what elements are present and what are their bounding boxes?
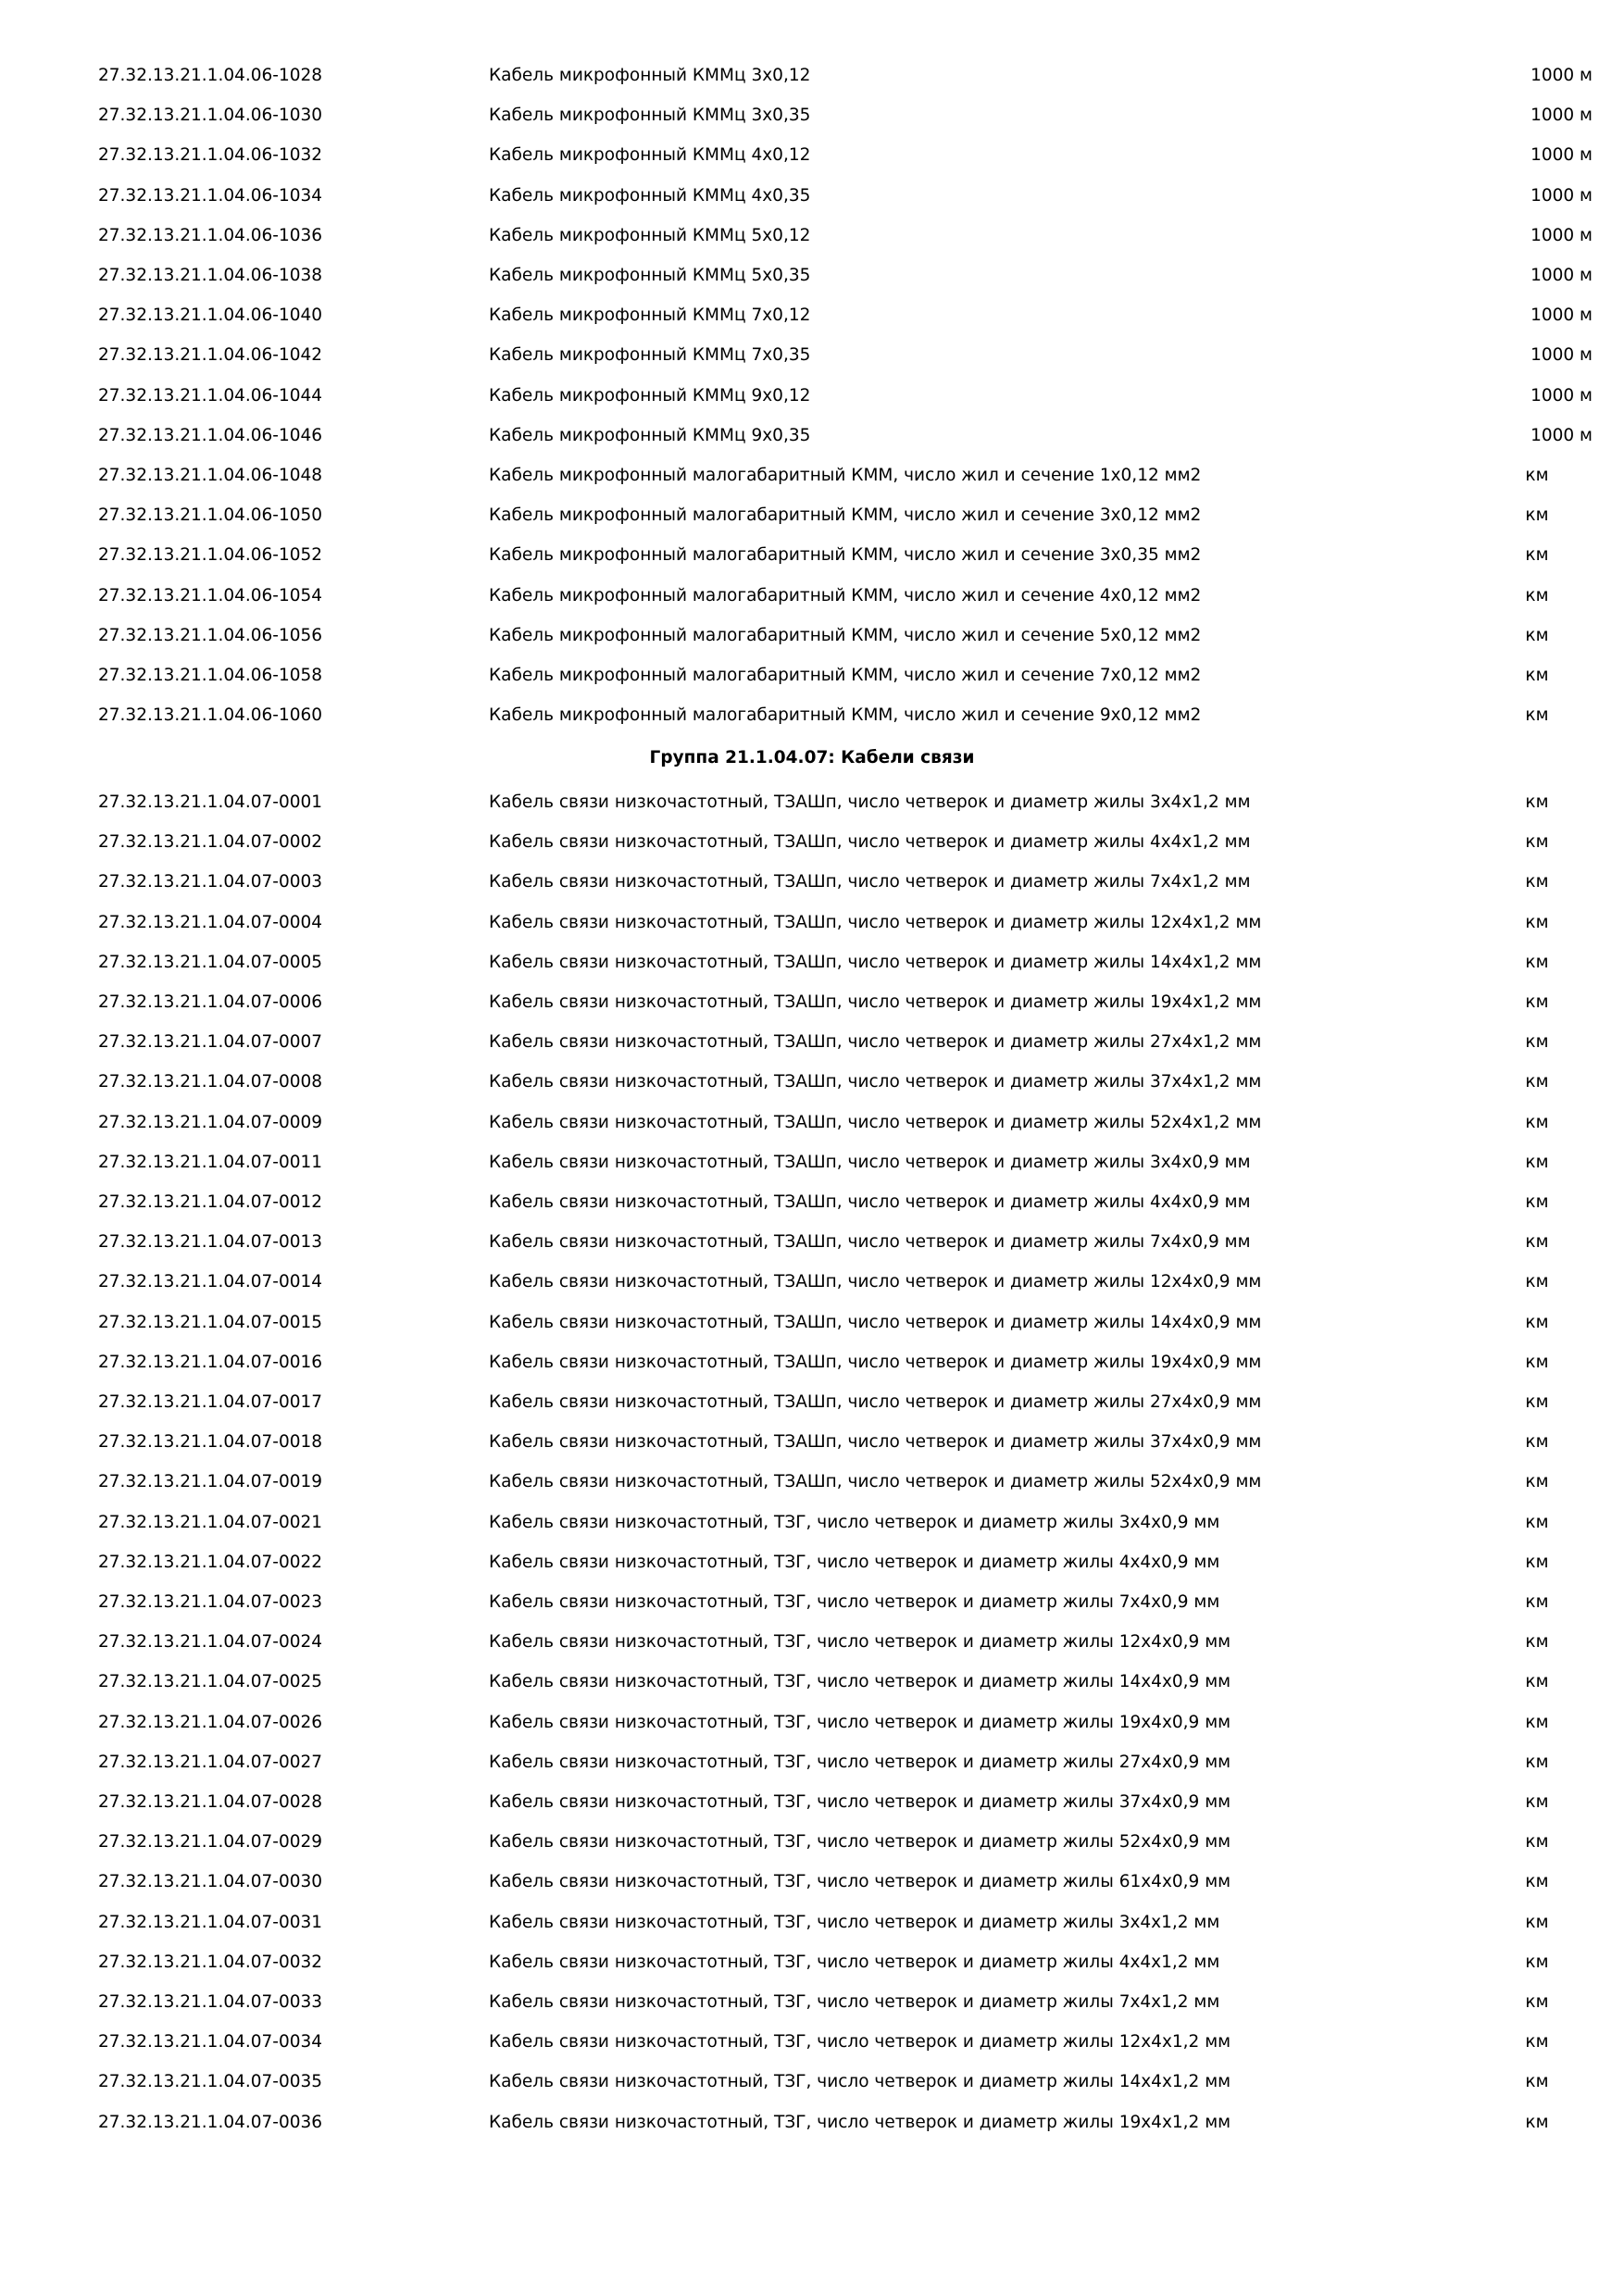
table-row <box>0 616 1624 655</box>
table-row <box>0 982 1624 1022</box>
row-name: Кабель связи низкочастотный, ТЗАШп, число четверок и диаметр жилы 14х4х1,2 мм <box>489 952 1262 972</box>
row-name: Кабель связи низкочастотный, ТЗАШп, число четверок и диаметр жилы 27х4х1,2 мм <box>489 1032 1262 1053</box>
row-code: 27.32.13.21.1.04.07-0018 <box>98 1432 323 1453</box>
row-code: 27.32.13.21.1.04.07-0015 <box>98 1312 323 1332</box>
row-unit: км <box>1525 2072 1549 2092</box>
table-row <box>0 2022 1624 2062</box>
row-unit: км <box>1525 832 1549 853</box>
table-row <box>0 1982 1624 2022</box>
row-name: Кабель связи низкочастотный, ТЗГ, число четверок и диаметр жилы 7х4х1,2 мм <box>489 1992 1220 2012</box>
row-name: Кабель микрофонный КММц 3х0,12 <box>489 66 811 85</box>
table-row <box>0 455 1624 495</box>
row-name: Кабель связи низкочастотный, ТЗГ, число четверок и диаметр жилы 19х4х0,9 мм <box>489 1712 1231 1732</box>
row-code: 27.32.13.21.1.04.06-1040 <box>98 306 323 326</box>
row-unit: км <box>1525 1192 1549 1212</box>
row-unit: км <box>1525 1312 1549 1332</box>
row-unit: 1000 м <box>1530 225 1593 245</box>
row-code: 27.32.13.21.1.04.06-1056 <box>98 625 323 645</box>
row-name: Кабель связи низкочастотный, ТЗГ, число четверок и диаметр жилы 3х4х1,2 мм <box>489 1912 1220 1932</box>
table-row <box>0 56 1624 95</box>
table-row <box>0 1422 1624 1462</box>
row-name: Кабель связи низкочастотный, ТЗГ, число четверок и диаметр жилы 19х4х1,2 мм <box>489 2112 1231 2132</box>
row-code: 27.32.13.21.1.04.07-0028 <box>98 1792 323 1812</box>
row-code: 27.32.13.21.1.04.07-0013 <box>98 1232 323 1253</box>
row-unit: км <box>1525 1392 1549 1412</box>
table-row <box>0 1622 1624 1662</box>
row-unit: км <box>1525 2112 1549 2132</box>
row-code: 27.32.13.21.1.04.07-0009 <box>98 1112 323 1132</box>
table-row <box>0 1662 1624 1702</box>
table-row <box>0 135 1624 175</box>
row-unit: 1000 м <box>1530 345 1593 366</box>
table-row <box>0 1742 1624 1782</box>
row-unit: км <box>1525 1472 1549 1492</box>
row-unit: км <box>1525 1992 1549 2012</box>
row-name: Кабель связи низкочастотный, ТЗАШп, число четверок и диаметр жилы 12х4х0,9 мм <box>489 1272 1262 1292</box>
row-code: 27.32.13.21.1.04.07-0001 <box>98 792 323 812</box>
row-code: 27.32.13.21.1.04.06-1058 <box>98 666 323 685</box>
row-name: Кабель связи низкочастотный, ТЗАШп, число четверок и диаметр жилы 4х4х1,2 мм <box>489 832 1251 853</box>
row-unit: км <box>1525 545 1549 566</box>
row-code: 27.32.13.21.1.04.07-0030 <box>98 1872 323 1892</box>
row-unit: км <box>1525 625 1549 645</box>
row-unit: км <box>1525 666 1549 685</box>
row-name: Кабель связи низкочастотный, ТЗГ, число четверок и диаметр жилы 4х4х1,2 мм <box>489 1952 1220 1972</box>
row-code: 27.32.13.21.1.04.07-0008 <box>98 1072 323 1092</box>
table-row <box>0 1703 1624 1742</box>
row-code: 27.32.13.21.1.04.06-1034 <box>98 185 323 206</box>
row-code: 27.32.13.21.1.04.07-0016 <box>98 1352 323 1372</box>
row-code: 27.32.13.21.1.04.06-1036 <box>98 225 323 245</box>
row-name: Кабель связи низкочастотный, ТЗАШп, число четверок и диаметр жилы 3х4х1,2 мм <box>489 792 1251 812</box>
row-name: Кабель микрофонный КММц 5х0,35 <box>489 266 811 285</box>
row-unit: км <box>1525 1352 1549 1372</box>
row-unit: 1000 м <box>1530 185 1593 206</box>
row-name: Кабель микрофонный КММц 4х0,12 <box>489 145 811 166</box>
table-row <box>0 535 1624 575</box>
row-name: Кабель связи низкочастотный, ТЗАШп, число четверок и диаметр жилы 7х4х0,9 мм <box>489 1232 1251 1253</box>
row-name: Кабель связи низкочастотный, ТЗАШп, число четверок и диаметр жилы 12х4х1,2 мм <box>489 912 1262 932</box>
table-row <box>0 695 1624 735</box>
row-name: Кабель связи низкочастотный, ТЗГ, число четверок и диаметр жилы 12х4х0,9 мм <box>489 1632 1231 1653</box>
row-name: Кабель связи низкочастотный, ТЗАШп, число четверок и диаметр жилы 19х4х0,9 мм <box>489 1352 1262 1372</box>
row-code: 27.32.13.21.1.04.06-1042 <box>98 345 323 366</box>
row-code: 27.32.13.21.1.04.07-0012 <box>98 1192 323 1212</box>
row-unit: км <box>1525 585 1549 605</box>
row-unit: 1000 м <box>1530 66 1593 85</box>
row-unit: км <box>1525 1792 1549 1812</box>
table-row <box>0 256 1624 295</box>
row-name: Кабель связи низкочастотный, ТЗГ, число четверок и диаметр жилы 14х4х0,9 мм <box>489 1672 1231 1692</box>
group-heading: Группа 21.1.04.07: Кабели связи <box>649 748 975 767</box>
row-unit: км <box>1525 872 1549 892</box>
row-name: Кабель связи низкочастотный, ТЗГ, число четверок и диаметр жилы 12х4х1,2 мм <box>489 2032 1231 2053</box>
row-code: 27.32.13.21.1.04.07-0019 <box>98 1472 323 1492</box>
row-code: 27.32.13.21.1.04.07-0006 <box>98 992 323 1012</box>
table-row <box>0 1942 1624 1982</box>
row-unit: 1000 м <box>1530 306 1593 326</box>
row-name: Кабель микрофонный КММц 4х0,35 <box>489 185 811 206</box>
row-code: 27.32.13.21.1.04.07-0014 <box>98 1272 323 1292</box>
table-row <box>0 903 1624 942</box>
row-unit: км <box>1525 1952 1549 1972</box>
row-name: Кабель связи низкочастотный, ТЗАШп, число четверок и диаметр жилы 19х4х1,2 мм <box>489 992 1262 1012</box>
table-row <box>0 416 1624 455</box>
row-unit: км <box>1525 466 1549 485</box>
table-row <box>0 1062 1624 1102</box>
row-unit: км <box>1525 1592 1549 1612</box>
row-name: Кабель микрофонный малогабаритный КММ, число жил и сечение 3х0,12 мм2 <box>489 505 1202 526</box>
row-code: 27.32.13.21.1.04.07-0036 <box>98 2112 323 2132</box>
row-unit: км <box>1525 1912 1549 1932</box>
row-code: 27.32.13.21.1.04.07-0024 <box>98 1632 323 1653</box>
row-unit: км <box>1525 1632 1549 1653</box>
row-code: 27.32.13.21.1.04.06-1030 <box>98 106 323 126</box>
row-code: 27.32.13.21.1.04.06-1032 <box>98 145 323 166</box>
row-code: 27.32.13.21.1.04.06-1050 <box>98 505 323 526</box>
row-name: Кабель микрофонный малогабаритный КММ, число жил и сечение 3х0,35 мм2 <box>489 545 1202 566</box>
table-row <box>0 1782 1624 1822</box>
row-unit: км <box>1525 1872 1549 1892</box>
table-row <box>0 295 1624 335</box>
row-name: Кабель связи низкочастотный, ТЗГ, число четверок и диаметр жилы 4х4х0,9 мм <box>489 1552 1220 1572</box>
table-row <box>0 1142 1624 1182</box>
table-row <box>0 495 1624 535</box>
row-unit: км <box>1525 1512 1549 1532</box>
row-code: 27.32.13.21.1.04.07-0021 <box>98 1512 323 1532</box>
table-row <box>0 1103 1624 1142</box>
row-code: 27.32.13.21.1.04.07-0029 <box>98 1832 323 1853</box>
table-row <box>0 1222 1624 1262</box>
table-row <box>0 95 1624 135</box>
row-name: Кабель связи низкочастотный, ТЗАШп, число четверок и диаметр жилы 37х4х0,9 мм <box>489 1432 1262 1453</box>
row-code: 27.32.13.21.1.04.07-0002 <box>98 832 323 853</box>
table-row <box>0 1542 1624 1582</box>
row-name: Кабель связи низкочастотный, ТЗГ, число четверок и диаметр жилы 7х4х0,9 мм <box>489 1592 1220 1612</box>
row-name: Кабель микрофонный КММц 3х0,35 <box>489 106 811 126</box>
row-unit: км <box>1525 705 1549 726</box>
row-name: Кабель микрофонный малогабаритный КММ, число жил и сечение 1х0,12 мм2 <box>489 466 1202 485</box>
row-unit: 1000 м <box>1530 266 1593 285</box>
row-name: Кабель связи низкочастотный, ТЗАШп, число четверок и диаметр жилы 52х4х1,2 мм <box>489 1112 1262 1132</box>
row-name: Кабель микрофонный КММц 9х0,35 <box>489 425 811 445</box>
table-row <box>0 1022 1624 1062</box>
row-unit: км <box>1525 1712 1549 1732</box>
row-name: Кабель связи низкочастотный, ТЗАШп, число четверок и диаметр жилы 3х4х0,9 мм <box>489 1152 1251 1172</box>
row-code: 27.32.13.21.1.04.07-0003 <box>98 872 323 892</box>
table-row <box>0 1503 1624 1542</box>
row-name: Кабель микрофонный малогабаритный КММ, число жил и сечение 9х0,12 мм2 <box>489 705 1202 726</box>
row-name: Кабель микрофонный КММц 5х0,12 <box>489 225 811 245</box>
row-unit: 1000 м <box>1530 385 1593 406</box>
row-name: Кабель микрофонный малогабаритный КММ, число жил и сечение 4х0,12 мм2 <box>489 585 1202 605</box>
row-code: 27.32.13.21.1.04.07-0023 <box>98 1592 323 1612</box>
row-name: Кабель связи низкочастотный, ТЗАШп, число четверок и диаметр жилы 27х4х0,9 мм <box>489 1392 1262 1412</box>
row-unit: км <box>1525 1272 1549 1292</box>
row-name: Кабель связи низкочастотный, ТЗГ, число четверок и диаметр жилы 37х4х0,9 мм <box>489 1792 1231 1812</box>
row-unit: км <box>1525 952 1549 972</box>
row-name: Кабель связи низкочастотный, ТЗАШп, число четверок и диаметр жилы 52х4х0,9 мм <box>489 1472 1262 1492</box>
row-code: 27.32.13.21.1.04.07-0033 <box>98 1992 323 2012</box>
row-code: 27.32.13.21.1.04.06-1048 <box>98 466 323 485</box>
table-row <box>0 1303 1624 1342</box>
row-unit: км <box>1525 1112 1549 1132</box>
row-unit: 1000 м <box>1530 106 1593 126</box>
row-code: 27.32.13.21.1.04.06-1054 <box>98 585 323 605</box>
row-unit: км <box>1525 1152 1549 1172</box>
table-row <box>0 862 1624 902</box>
row-unit: км <box>1525 1832 1549 1853</box>
table-row <box>0 2103 1624 2142</box>
row-code: 27.32.13.21.1.04.07-0007 <box>98 1032 323 1053</box>
row-unit: км <box>1525 1752 1549 1772</box>
table-row <box>0 942 1624 982</box>
row-name: Кабель микрофонный КММц 9х0,12 <box>489 385 811 406</box>
row-code: 27.32.13.21.1.04.07-0022 <box>98 1552 323 1572</box>
row-code: 27.32.13.21.1.04.06-1028 <box>98 66 323 85</box>
row-unit: 1000 м <box>1530 425 1593 445</box>
row-name: Кабель связи низкочастотный, ТЗГ, число четверок и диаметр жилы 61х4х0,9 мм <box>489 1872 1231 1892</box>
row-unit: км <box>1525 1232 1549 1253</box>
row-unit: км <box>1525 1672 1549 1692</box>
row-name: Кабель связи низкочастотный, ТЗГ, число четверок и диаметр жилы 14х4х1,2 мм <box>489 2072 1231 2092</box>
row-code: 27.32.13.21.1.04.07-0005 <box>98 952 323 972</box>
row-code: 27.32.13.21.1.04.06-1038 <box>98 266 323 285</box>
row-name: Кабель связи низкочастотный, ТЗГ, число четверок и диаметр жилы 27х4х0,9 мм <box>489 1752 1231 1772</box>
table-row <box>0 822 1624 862</box>
row-unit: км <box>1525 792 1549 812</box>
table-row <box>0 376 1624 416</box>
row-code: 27.32.13.21.1.04.07-0017 <box>98 1392 323 1412</box>
row-code: 27.32.13.21.1.04.07-0031 <box>98 1912 323 1932</box>
row-code: 27.32.13.21.1.04.07-0026 <box>98 1712 323 1732</box>
table-row <box>0 1182 1624 1222</box>
table-row <box>0 655 1624 695</box>
row-unit: км <box>1525 1432 1549 1453</box>
row-code: 27.32.13.21.1.04.06-1060 <box>98 705 323 726</box>
row-name: Кабель микрофонный КММц 7х0,12 <box>489 306 811 326</box>
row-name: Кабель связи низкочастотный, ТЗГ, число четверок и диаметр жилы 3х4х0,9 мм <box>489 1512 1220 1532</box>
table-row <box>0 2062 1624 2102</box>
row-unit: км <box>1525 1032 1549 1053</box>
row-name: Кабель связи низкочастотный, ТЗАШп, число четверок и диаметр жилы 7х4х1,2 мм <box>489 872 1251 892</box>
row-code: 27.32.13.21.1.04.07-0035 <box>98 2072 323 2092</box>
table-row <box>0 1862 1624 1902</box>
row-code: 27.32.13.21.1.04.07-0034 <box>98 2032 323 2053</box>
row-name: Кабель микрофонный малогабаритный КММ, число жил и сечение 5х0,12 мм2 <box>489 625 1202 645</box>
row-name: Кабель связи низкочастотный, ТЗАШп, число четверок и диаметр жилы 4х4х0,9 мм <box>489 1192 1251 1212</box>
table-row <box>0 1462 1624 1502</box>
row-name: Кабель связи низкочастотный, ТЗАШп, число четверок и диаметр жилы 37х4х1,2 мм <box>489 1072 1262 1092</box>
row-code: 27.32.13.21.1.04.07-0011 <box>98 1152 323 1172</box>
row-code: 27.32.13.21.1.04.07-0004 <box>98 912 323 932</box>
row-unit: 1000 м <box>1530 145 1593 166</box>
table-row <box>0 1822 1624 1862</box>
table-row <box>0 1903 1624 1942</box>
row-code: 27.32.13.21.1.04.07-0027 <box>98 1752 323 1772</box>
table-row <box>0 176 1624 216</box>
table-row <box>0 1582 1624 1622</box>
table-row <box>0 1382 1624 1422</box>
row-code: 27.32.13.21.1.04.06-1046 <box>98 425 323 445</box>
row-code: 27.32.13.21.1.04.06-1044 <box>98 385 323 406</box>
row-unit: км <box>1525 912 1549 932</box>
table-row <box>0 576 1624 616</box>
row-name: Кабель микрофонный малогабаритный КММ, число жил и сечение 7х0,12 мм2 <box>489 666 1202 685</box>
row-name: Кабель связи низкочастотный, ТЗГ, число четверок и диаметр жилы 52х4х0,9 мм <box>489 1832 1231 1853</box>
row-unit: км <box>1525 992 1549 1012</box>
row-unit: км <box>1525 505 1549 526</box>
row-code: 27.32.13.21.1.04.07-0032 <box>98 1952 323 1972</box>
row-name: Кабель связи низкочастотный, ТЗАШп, число четверок и диаметр жилы 14х4х0,9 мм <box>489 1312 1262 1332</box>
row-unit: км <box>1525 1552 1549 1572</box>
row-unit: км <box>1525 1072 1549 1092</box>
table-row <box>0 216 1624 256</box>
table-row <box>0 1342 1624 1382</box>
table-row <box>0 1262 1624 1302</box>
table-row <box>0 335 1624 375</box>
row-unit: км <box>1525 2032 1549 2053</box>
table-row <box>0 782 1624 822</box>
row-code: 27.32.13.21.1.04.06-1052 <box>98 545 323 566</box>
row-name: Кабель микрофонный КММц 7х0,35 <box>489 345 811 366</box>
row-code: 27.32.13.21.1.04.07-0025 <box>98 1672 323 1692</box>
